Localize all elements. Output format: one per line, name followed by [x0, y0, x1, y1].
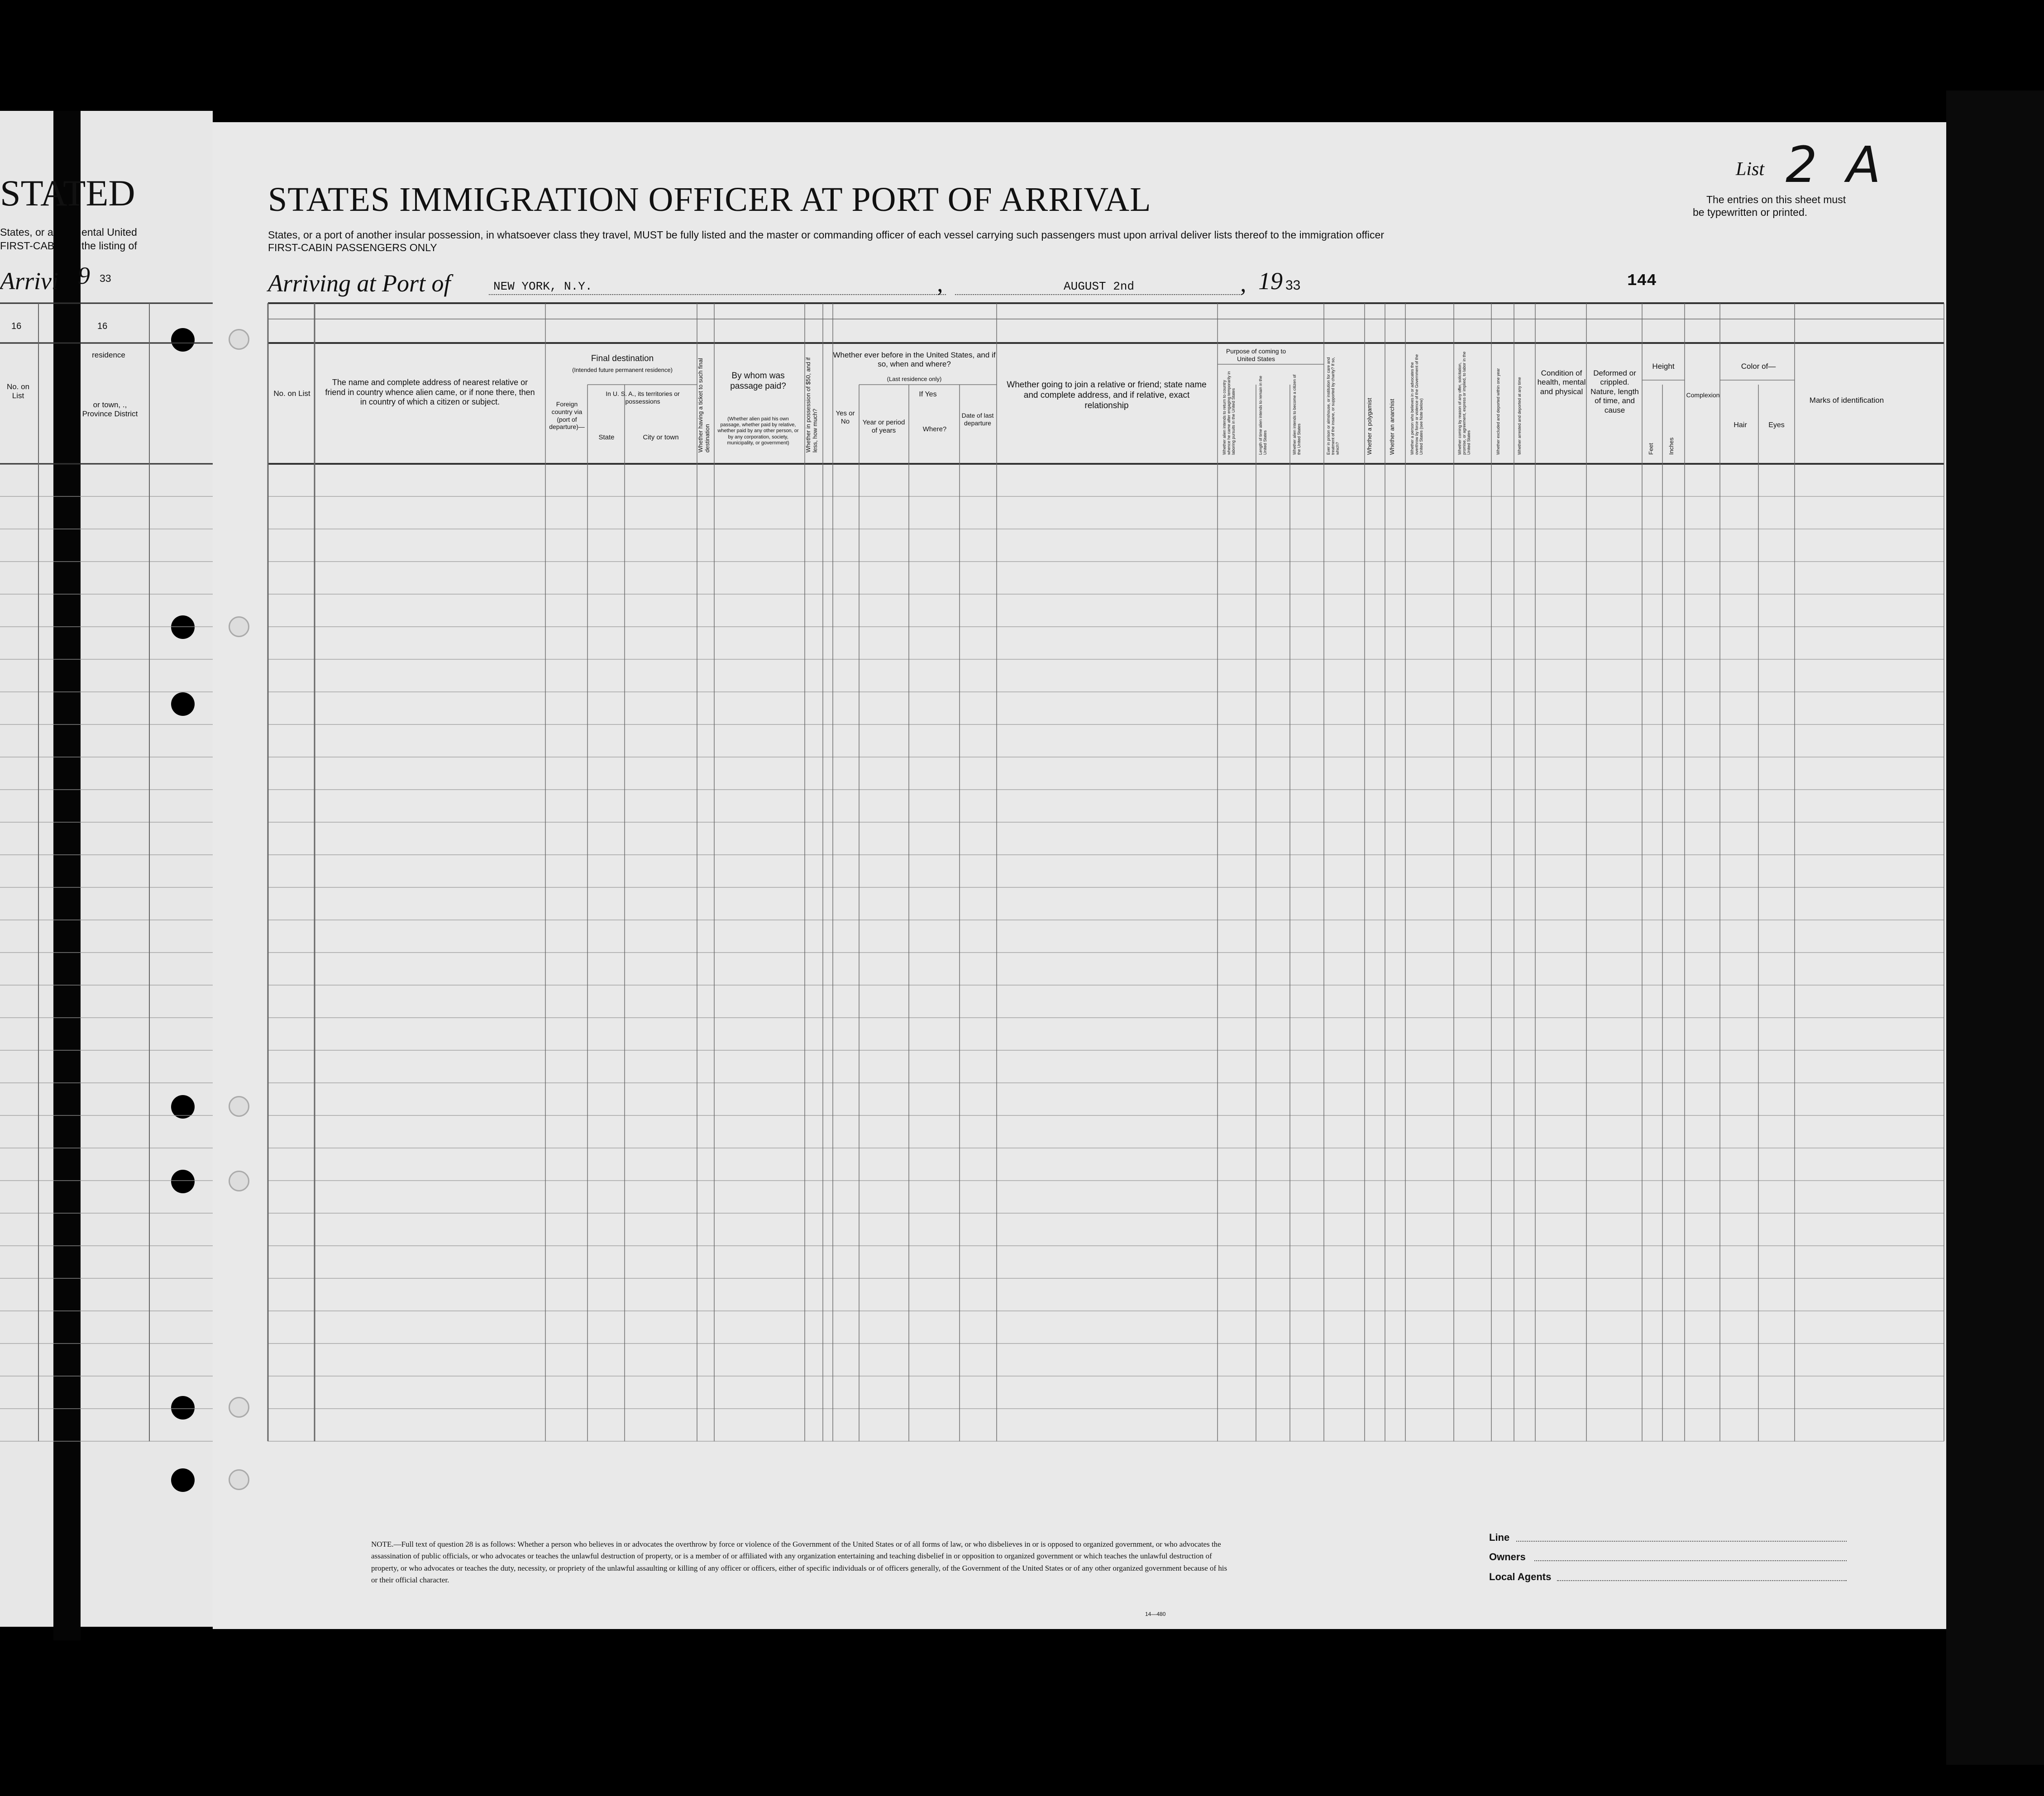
- header-subtitle: States, or a port of another insular possession, in whatsoever class they travel, MUST be fully listed and the master or commanding officer of each vessel carrying such passengers must upon arrival deliver lists thereof to the immigration officer: [268, 229, 1384, 241]
- hdr-deformed: Deformed or crippled. Nature, length of time, and cause: [1590, 369, 1639, 414]
- hdr-by-whom-paid: By whom was passage paid?: [730, 371, 786, 391]
- list-number-handwritten: 2: [1786, 136, 1817, 194]
- hdr-purpose-c: Whether alien intends to become a citizen of the United States: [1292, 374, 1301, 455]
- page-number: 144: [1627, 272, 1657, 290]
- hdr-eyes: Eyes: [1768, 421, 1785, 429]
- left-col-16b: 16: [97, 321, 108, 331]
- left-residence-label: residence: [92, 351, 125, 359]
- hdr-final-destination-sub: (Intended future permanent residence): [572, 367, 673, 373]
- hdr-ever-before: Whether ever before in the United States, and if so, when and where?: [833, 351, 996, 369]
- entries-note-1: The entries on this sheet must: [1706, 194, 1846, 205]
- footer-agents-blank: [1557, 1580, 1847, 1581]
- hdr-in-usa: In U. S. A., its territories or possessions: [606, 390, 680, 405]
- arriving-label: Arriving at Port of: [268, 270, 451, 297]
- hdr-possession-50: Whether in possession of $50, and if less, how much?: [805, 357, 818, 453]
- arrival-date: AUGUST 2nd: [1064, 280, 1135, 293]
- hdr-city: City or town: [643, 434, 679, 441]
- hdr-by-whom-sub: (Whether alien paid his own passage, whether paid by relative, whether paid by any other person, or by any corporation, society, municipality, or government): [717, 416, 799, 446]
- hdr-ticket: Whether having a ticket to such final destination: [697, 358, 711, 453]
- footer-line-blank: [1516, 1541, 1847, 1542]
- hdr-condition: Condition of health, mental and physical: [1537, 369, 1586, 396]
- hdr-year-period: Year or period of years: [862, 419, 905, 434]
- hdr-nearest-relative: The name and complete address of nearest relative or friend in country whence alien came, or if none there, then in country of which a citizen or subject.: [325, 378, 535, 407]
- left-noonlist-label: No. on List: [6, 382, 30, 400]
- hdr-purpose-a: Whether alien intends to return to country whence he came after engaging temporarily in laboring pursuits in the United States: [1222, 371, 1236, 455]
- hdr-col31: Whether arrested and deported at any time: [1517, 377, 1522, 455]
- entries-note-2: be typewritten or printed.: [1693, 206, 1808, 218]
- hdr-complexion: Complexion: [1686, 391, 1720, 399]
- hdr-color-of: Color of—: [1741, 362, 1776, 371]
- hdr-col30: Whether excluded and deported within one year: [1496, 368, 1500, 455]
- hdr-date-last-departure: Date of last departure: [961, 412, 994, 427]
- left-line-4: the listing of: [81, 240, 137, 252]
- port-name: NEW YORK, N.Y.: [493, 280, 592, 293]
- left-line-2: ental United: [81, 226, 137, 238]
- left-col-16: 16: [11, 321, 22, 331]
- left-town-label: or town, ., Province District: [82, 400, 138, 419]
- left-heading: STATED: [0, 172, 135, 214]
- hdr-feet: Feet: [1648, 443, 1654, 455]
- footer-agents-label: Local Agents: [1489, 1571, 1552, 1582]
- list-letter-handwritten: A: [1847, 136, 1881, 194]
- hdr-polygamist: Whether a polygamist: [1366, 398, 1373, 455]
- hdr-marks: Marks of identification: [1809, 396, 1884, 405]
- hdr-col28: Whether a person who believes in or advocates the overthrow by force or violence of the Government of the United States (see Note below): [1410, 354, 1423, 455]
- hdr-final-destination: Final destination: [591, 354, 654, 363]
- form-number: 14—480: [1145, 1611, 1166, 1617]
- hdr-no-on-list: No. on List: [273, 389, 310, 398]
- hdr-purpose: Purpose of coming to United States: [1226, 348, 1286, 362]
- footer-line-label: Line: [1489, 1532, 1510, 1543]
- hdr-inches: Inches: [1668, 437, 1675, 455]
- left-line-1: States, or a: [0, 226, 53, 238]
- hdr-state: State: [598, 434, 615, 441]
- page-title: STATES IMMIGRATION OFFICER AT PORT OF ARRIVAL: [268, 181, 1151, 219]
- comma-1: ,: [937, 270, 943, 297]
- hdr-anarchist: Whether an anarchist: [1389, 399, 1395, 455]
- left-line-3: FIRST-CAB: [0, 240, 55, 252]
- year-suffix: 33: [1285, 278, 1301, 293]
- hdr-if-yes: If Yes: [919, 391, 937, 398]
- hdr-col29: Whether coming by reason of any offer, solicitation, promise, or agreement, express or implied, to labor in the United States: [1457, 351, 1471, 455]
- hdr-ever-before-sub: (Last residence only): [887, 376, 942, 382]
- hdr-yes-or-no: Yes or No: [836, 410, 855, 425]
- hdr-where: Where?: [922, 425, 947, 433]
- hdr-purpose-b: Length of time alien intends to remain in the United States: [1258, 376, 1267, 455]
- header-first-cabin: FIRST-CABIN PASSENGERS ONLY: [268, 242, 437, 253]
- hdr-hair: Hair: [1734, 421, 1747, 429]
- left-year-digit: 9: [78, 262, 90, 289]
- year-prefix: 19: [1258, 267, 1283, 295]
- left-year-suffix: 33: [100, 272, 111, 284]
- comma-2: ,: [1240, 270, 1246, 297]
- footer-owners-blank: [1534, 1560, 1847, 1561]
- footer-note: NOTE.—Full text of question 28 is as follows: Whether a person who believes in or advocates the overthrow by force or violence of the Government of the United States or of all forms of law, or who disbelieves in or is opposed to organized government, or who advocates the assassination of public officials, or who advocates or teaches the unlawful destruction of property, or is a member of or affiliated with any organization entertaining and teaching disbelief in or opposition to organized government or which teaches the unlawful destruction of property, or who advocates or teaches the duty, necessity, or propriety of the unlawful assaulting or killing of any officer or officers, either of specific individuals or of officers generally, of the Government of the United States or of any other organized government because of his or their official character.: [371, 1540, 1227, 1585]
- left-arriving: Arrivi: [0, 267, 58, 295]
- footer-owners-label: Owners: [1489, 1551, 1526, 1563]
- hdr-height: Height: [1652, 362, 1675, 371]
- hdr-foreign-country: Foreign country via (port of departure)—: [549, 400, 585, 431]
- hdr-prison: Ever in prison or almshouse, or institution for care and treatment of the insane, or supported by charity? If so, which?: [1326, 357, 1340, 455]
- hdr-going-to-join: Whether going to join a relative or friend; state name and complete address, and if relative, exact relationship: [1007, 380, 1207, 410]
- list-label: List: [1736, 159, 1765, 180]
